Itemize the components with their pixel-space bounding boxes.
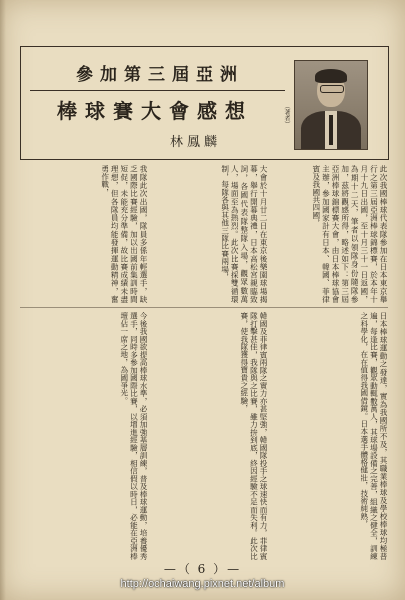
- title-divider: [30, 90, 285, 91]
- portrait-hair: [315, 69, 347, 83]
- article-column: 我隊此次出國，隊員多係年輕選手，缺乏國際比賽經驗，加以出國前集訓時間短促，未能充分準備，故比賽成績未盡理想，但各隊員均能發揮運動精神，奮勇作戰，: [100, 165, 148, 303]
- page-edge-left: [0, 0, 6, 600]
- article-column: 韓國及菲律賓兩隊之實力亦甚堅強，韓國隊投手之球速快而有力，菲律賓隊打擊甚佳，我隊與之比賽，雖力拚到底，終因經驗不足而失利。此次比賽，使我隊獲得寶貴之經驗，: [239, 312, 268, 560]
- portrait-caption: （著者）: [283, 103, 290, 127]
- portrait-tie: [329, 115, 333, 145]
- article-column: 大會於十月廿二日在東京後樂園球場揭幕，舉行開幕典禮，日本高松宮親臨致詞，各國代表隊整隊入場，觀眾數萬人，場面至為熱烈。此次比賽採雙循環制，每隊各與其他三隊比賽兩場，: [220, 165, 268, 303]
- watermark-url: http://ochaiwang.pixnet.net/album: [120, 578, 285, 590]
- author-name: 林鳳麟: [170, 135, 222, 150]
- series-title: 參加第三屆亞洲: [76, 65, 244, 85]
- article-column: 日本棒球運動之發達，實為我國所不及，其職業棒球及學校棒球均極普遍，每逢比賽，觀眾動輒數萬人，其球場設備之完善，組織之健全，訓練之科學化，在在值得我國借鏡。日本選手體格健壯，技術純熟，: [359, 312, 388, 560]
- article-title: 棒球賽大會感想: [57, 99, 253, 123]
- page-number: —（ 6 ）—: [163, 562, 242, 576]
- article-column: 今後我國欲提高棒球水準，必須加強基層訓練，普及棒球運動，培養優秀選手，同時多參加國際比賽，以增進經驗，相信假以時日，必能在亞洲棒壇佔一席之地，為國爭光。: [119, 312, 148, 560]
- article-column: 此次我國棒球代表隊參加在日本東京舉行之第三屆亞洲棒球錦標賽，於本年十月十九日出國，至十月三十一日返國，為期十二天，筆者以領隊身份隨隊參加，茲將觀感所得，略述如下：第三屆亞洲棒球錦標賽大會，由日本棒球協會主辦，參加國家計有日本、韓國、菲律賓及我國共四國，: [311, 165, 388, 303]
- portrait-glasses: [320, 85, 344, 93]
- column-divider: [20, 307, 388, 308]
- author-portrait: [294, 60, 368, 150]
